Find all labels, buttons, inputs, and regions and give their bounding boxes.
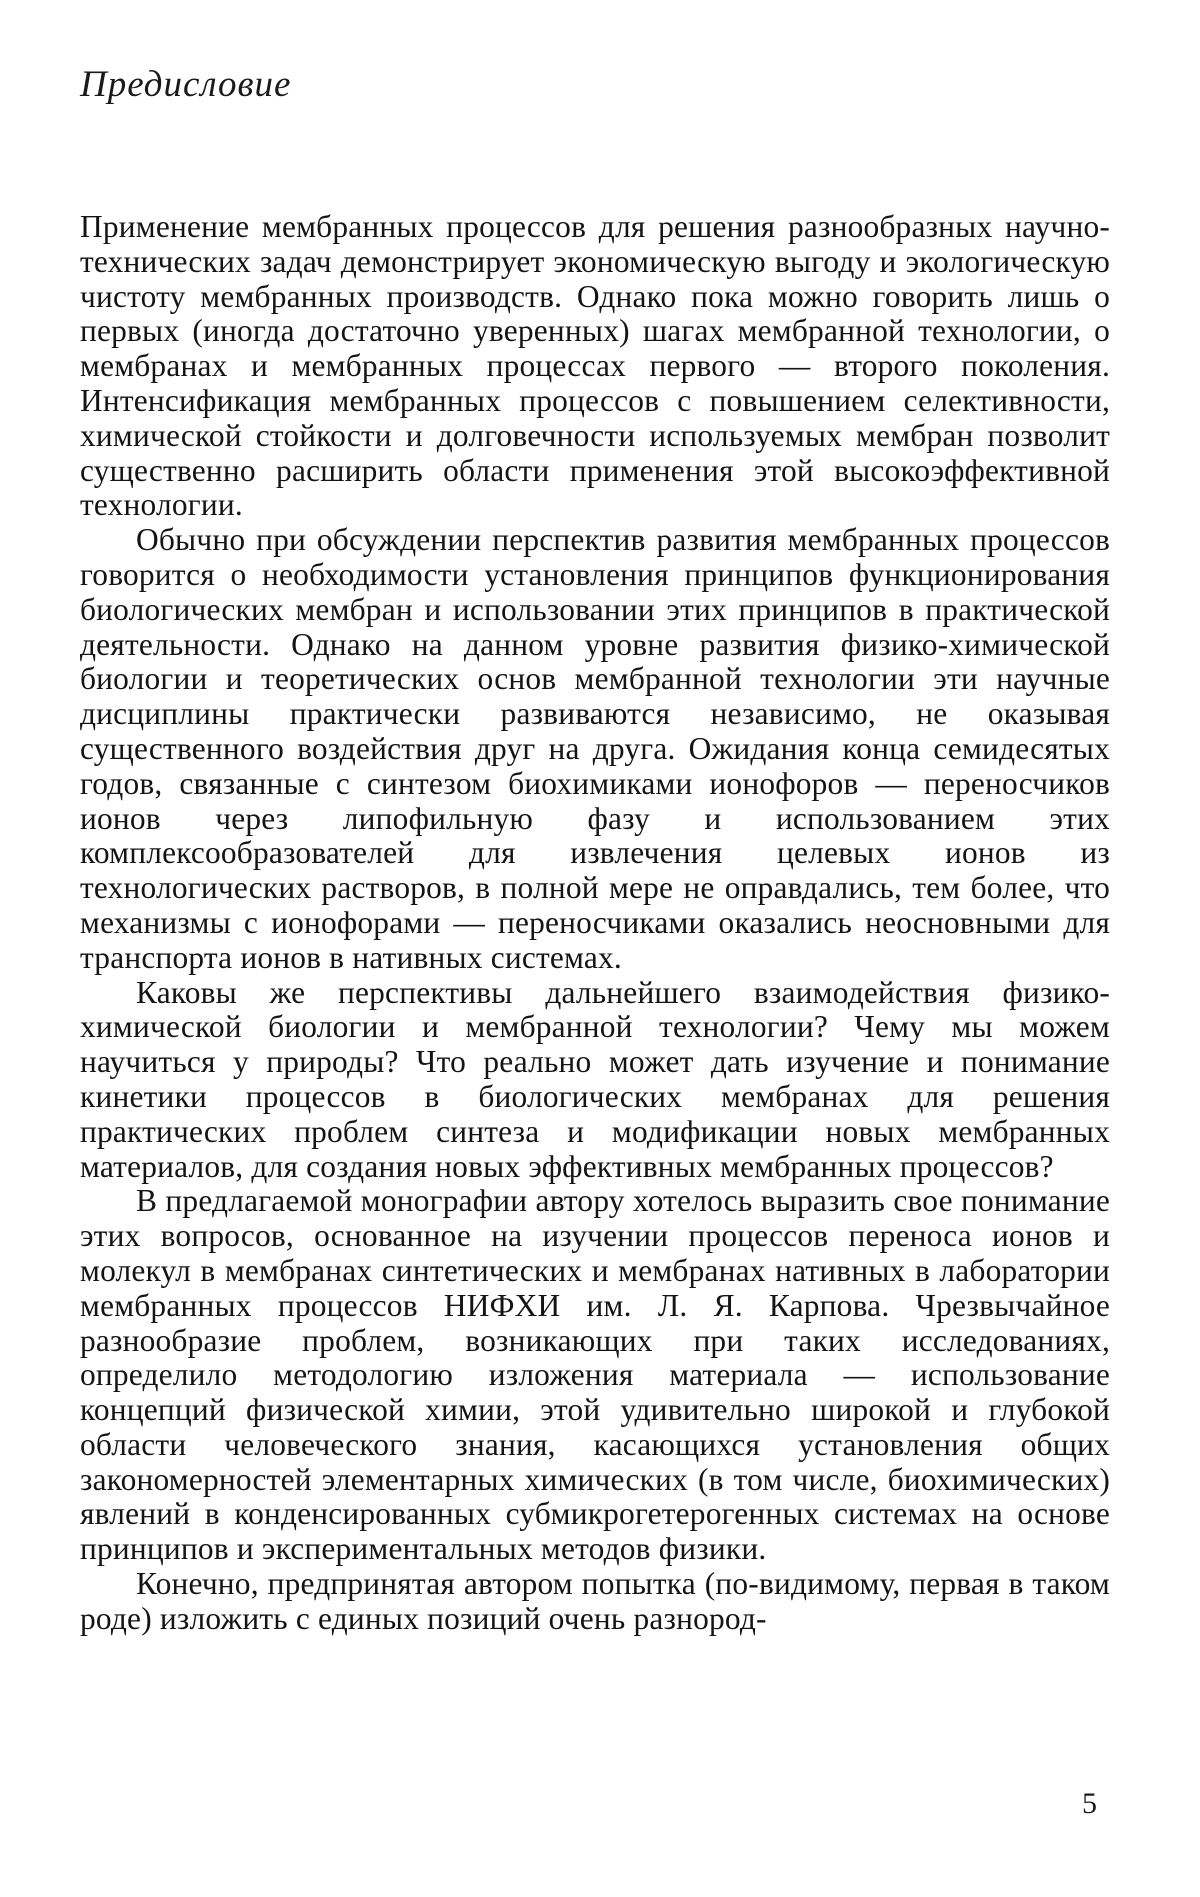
paragraph-attempt: Конечно, предпринятая автором попытка (по-видимому, первая в таком роде) изложить с единых позиций очень разнород- [80, 1566, 1110, 1636]
body-text [80, 210, 1110, 1637]
paragraph-perspectives: Обычно при обсуждении перспектив развития мембранных процессов говорится о необходимости установления принципов функционирования биологических мембран и использовании этих принципов в практической деятельности. Однако на данном уровне развития физико-химической биологии и теоретических основ мембранной технологии эти научные дисциплины практически развиваются независимо, не оказывая существенного воздействия друг на друга. Ожидания конца семидесятых годов, связанные с синтезом биохимиками ионофоров — переносчиков ионов через липофильную фазу и использованием этих комплексообразователей для извлечения целевых ионов из технологических растворов, в полной мере не оправдались, тем более, что механизмы с ионофорами — переносчиками оказались неосновными для транспорта ионов в нативных системах. [80, 522, 1110, 975]
paragraph-questions: Каковы же перспективы дальнейшего взаимодействия физико-химической биологии и мембранной технологии? Чему мы можем научиться у природы? Что реально может дать изучение и понимание кинетики процессов в биологических мембранах для решения практических проблем синтеза и модификации новых мембранных материалов, для создания новых эффективных мембранных процессов? [80, 974, 1110, 1184]
paragraph-monograph: В предлагаемой монографии автору хотелось выразить свое понимание этих вопросов, основанное на изучении процессов переноса ионов и молекул в мембранах синтетических и мембранах нативных в лаборатории мембранных процессов НИФХИ им. Л. Я. Карпова. Чрезвычайное разнообразие проблем, возникающих при таких исследованиях, определило методологию изложения материала — использование концепций физической химии, этой удивительно широкой и глубокой области человеческого знания, касающихся установления общих закономерностей элементарных химических (в том числе, биохимических) явлений в конденсированных субмикрогетерогенных системах на основе принципов и экспериментальных методов физики. [80, 1183, 1110, 1567]
paragraph-intro: Применение мембранных процессов для решения разнообразных научно-технических задач демонстрирует экономическую выгоду и экологическую чистоту мембранных производств. Однако пока можно говорить лишь о первых (иногда достаточно уверенных) шагах мембранной технологии, о мембранах и мембранных процессах первого — второго поколения. Интенсификация мембранных процессов с повышением селективности, химической стойкости и долговечности используемых мембран позволит существенно расширить области применения этой высокоэффективной технологии. [80, 209, 1110, 523]
section-heading: Предисловие [80, 64, 292, 105]
page-number: 5 [1082, 1787, 1097, 1820]
